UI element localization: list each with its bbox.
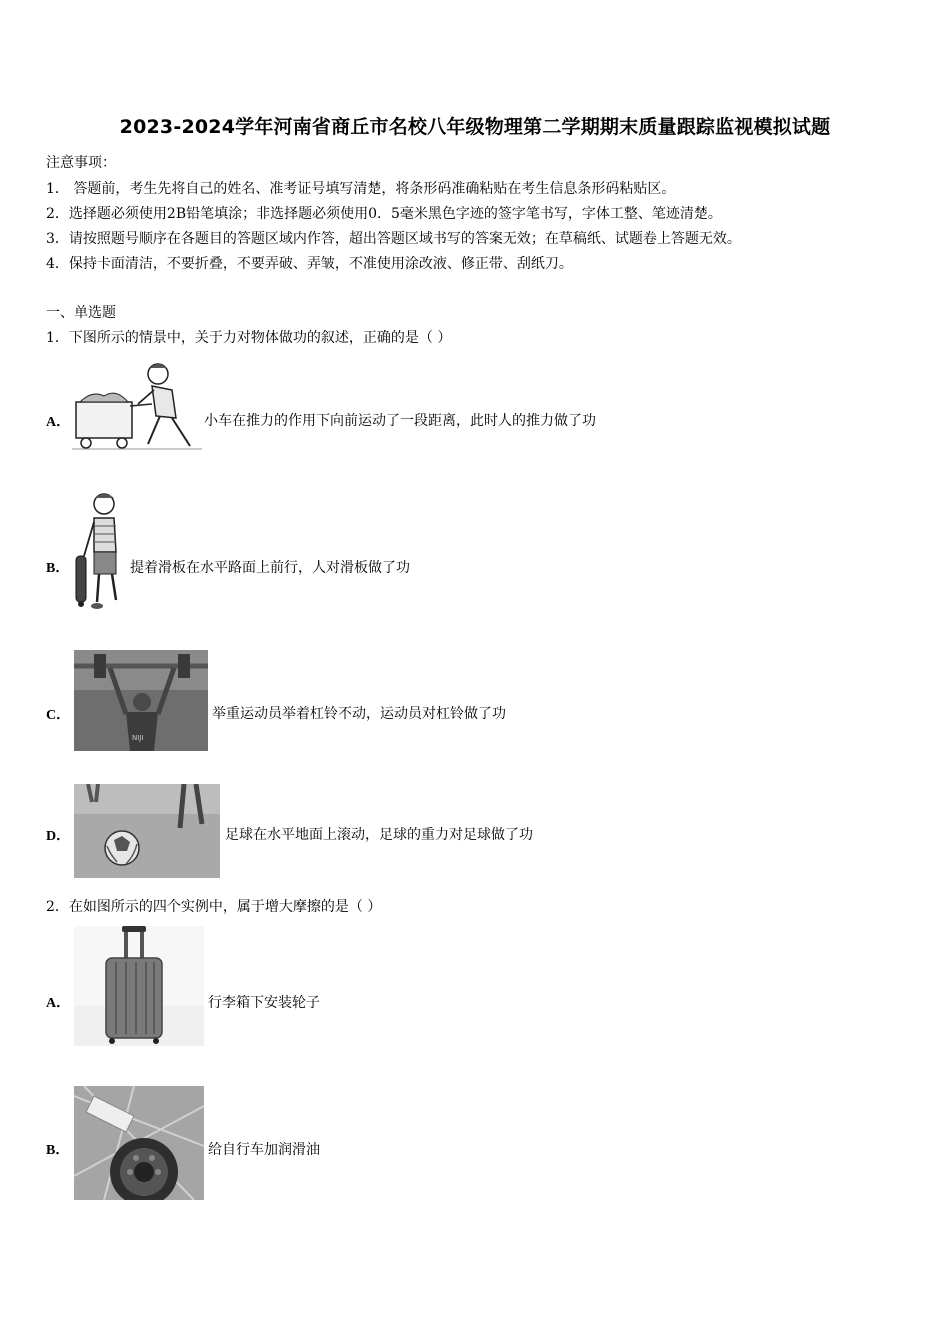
exam-title: 2023-2024学年河南省商丘市名校八年级物理第二学期期末质量跟踪监视模拟试题 — [119, 116, 831, 138]
notice-item-1: 1． 答题前，考生先将自己的姓名、准考证号填写清楚，将条形码准确粘贴在考生信息条形码粘贴区。 — [46, 181, 676, 197]
rolling-football-image — [74, 784, 220, 878]
q1-option-b-text: 提着滑板在水平路面上前行，人对滑板做了功 — [130, 560, 410, 576]
q2-option-b-letter: B． — [46, 1143, 70, 1158]
bicycle-oiling-image — [74, 1086, 204, 1200]
rolling-suitcase-image — [74, 926, 204, 1046]
q1-option-d-text: 足球在水平地面上滚动，足球的重力对足球做了功 — [225, 827, 533, 843]
q1-option-b-letter: B． — [46, 561, 70, 576]
q1-option-c-letter: C． — [46, 708, 71, 723]
q1-option-a-letter: A． — [46, 415, 71, 430]
boy-carrying-skateboard-image — [72, 490, 127, 615]
q2-option-a-letter: A． — [46, 996, 71, 1011]
q2-option-a-text: 行李箱下安装轮子 — [208, 995, 320, 1011]
question-1-stem: 1．下图所示的情景中，关于力对物体做功的叙述，正确的是（ ） — [46, 330, 452, 346]
q1-option-d-letter: D． — [46, 829, 71, 844]
q2-option-b-text: 给自行车加润滑油 — [208, 1142, 320, 1158]
q1-option-a-text: 小车在推力的作用下向前运动了一段距离，此时人的推力做了功 — [204, 413, 596, 429]
boy-pushing-cart-image — [72, 360, 202, 452]
svg-text:NIJI: NIJI — [132, 734, 144, 742]
notice-item-2: 2．选择题必须使用2B铅笔填涂；非选择题必须使用0．5毫米黑色字迹的签字笔书写，字体工整、笔迹清楚。 — [46, 206, 722, 222]
notice-item-4: 4．保持卡面清洁，不要折叠，不要弄破、弄皱，不准使用涂改液、修正带、刮纸刀。 — [46, 256, 573, 272]
weightlifter-image — [74, 650, 208, 751]
section-heading: 一、单选题 — [46, 305, 116, 321]
notice-item-3: 3．请按照题号顺序在各题目的答题区域内作答，超出答题区域书写的答案无效；在草稿纸、试题卷上答题无效。 — [46, 231, 741, 247]
question-2-stem: 2．在如图所示的四个实例中，属于增大摩擦的是（ ） — [46, 899, 382, 915]
notice-heading: 注意事项： — [46, 155, 116, 171]
q1-option-c-text: 举重运动员举着杠铃不动，运动员对杠铃做了功 — [212, 706, 506, 722]
